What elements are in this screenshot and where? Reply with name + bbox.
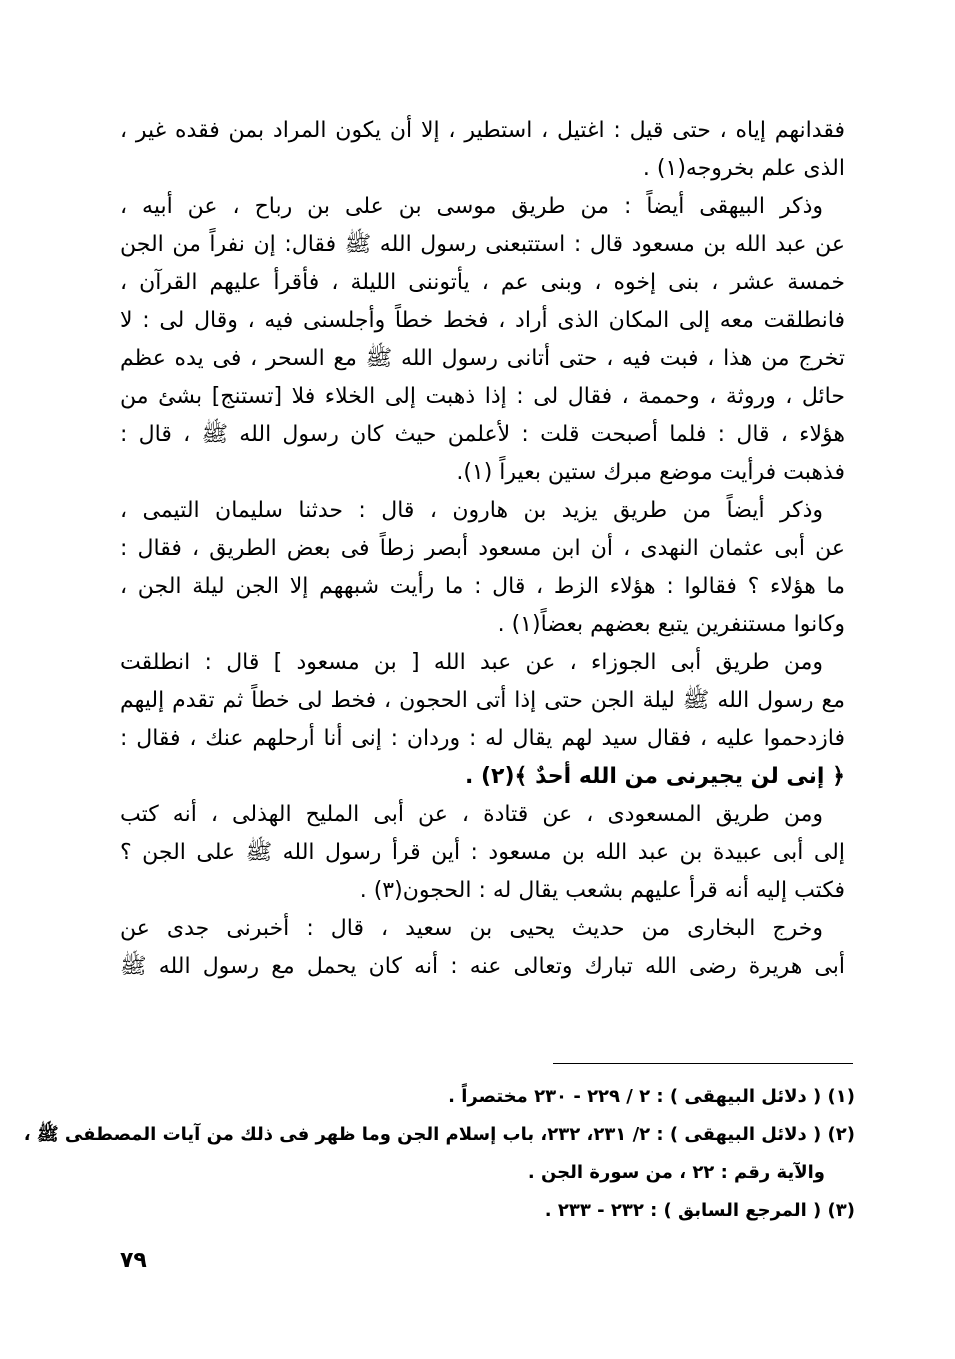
text-line: حائل ، وروثة ، وحممة ، فقال لى : إذا ذهبت إلى الخلاء فلا [تستنج] بشئ من [120, 384, 845, 409]
text-line: خمسة عشر ، بنى إخوه ، وبنى عم ، يأتوننى الليلة ، فأقرأ عليهم القرآن ، [120, 270, 845, 295]
text-line: عن أبى عثمان النهدى ، أن ابن مسعود أبصر زطاً فى بعض الطريق ، فقال : [120, 536, 845, 561]
text-line: وكانوا مستنفرين يتبع بعضهم بعضاً(١) . [497, 612, 845, 637]
text-line: فازدحموا عليه ، فقال سيد لهم يقال له : وردان : إنى أنا أرحلهم عنك ، فقال : [120, 726, 845, 751]
text-line: ومن طريق أبى الجوزاء ، عن عبد الله [ بن مسعود ] قال : انطلقت [120, 650, 823, 675]
text-line: ومن طريق المسعودى ، عن قتادة ، عن أبى المليح الهذلى ، أنه كتب [120, 802, 823, 827]
page-number: ٧٩ [120, 1248, 147, 1273]
text-line: هؤلاء ، قال : فلما أصبحت قلت : لأعلمن حيث كان رسول الله ﷺ ، قال : [120, 422, 845, 447]
text-line: تخرج من هذا ، فبت فيه ، حتى أتانى رسول الله ﷺ مع السحر ، فى يده عظم [120, 346, 845, 371]
text-line: وخرج البخارى من حديث يحيى بن سعيد ، قال : أخبرنى جدى عن [120, 916, 823, 941]
text-line: مع رسول الله ﷺ ليلة الجن حتى إذا أتى الحجون ، فخط لى خطاً ثم تقدم إليهم [120, 688, 845, 713]
footnote: (٣) ( المرجع السابق ) : ٢٣٢ - ٢٣٣ . [544, 1200, 855, 1221]
text-line: عن عبد الله بن مسعود قال : استتبعنى رسول الله ﷺ فقال: إن نفراً من الجن [120, 232, 845, 257]
main-text [120, 112, 845, 986]
text-line: إلى أبى عبيدة بن عبد الله بن مسعود : أين قرأ رسول الله ﷺ على الجن ؟ [120, 840, 845, 865]
footnotes [23, 1078, 855, 1230]
text-line: فقدانهم إياه ، حتى قيل : اغتيل ، استطير ، إلا أن يكون المراد بمن فقده غير ، [120, 118, 845, 143]
footnote: (٢) ( دلائل البيهقى ) : ٢/ ٢٣١، ٢٣٢، باب إسلام الجن وما ظهر فى ذلك من آيات المصطفى ﷺ ، [23, 1124, 855, 1145]
text-line: ما هؤلاء ؟ فقالوا : هؤلاء الزط ، قال : ما رأيت شبههم إلا الجن ليلة الجن ، [120, 574, 845, 599]
quran-verse: ﴿ إنى لن يجيرنى من الله أحدٌ ﴾(٢) . [464, 764, 845, 789]
text-line: أبى هريرة رضى الله تبارك وتعالى عنه : أنه كان يحمل مع رسول الله ﷺ [120, 954, 845, 979]
footnote-continuation: والآية رقم : ٢٢ ، من سورة الجن . [527, 1162, 825, 1183]
text-line: وذكر البيهقى أيضاً : من طريق موسى بن على بن رباح ، عن أبيه ، [120, 194, 823, 219]
footnote: (١) ( دلائل البيهقى ) : ٢ / ٢٢٩ - ٢٣٠ مختصراً . [448, 1086, 855, 1107]
text-line: فانطلقت معه إلى المكان الذى أراد ، فخط خطاً وأجلسنى فيه ، وقال لى : لا [120, 308, 845, 333]
text-line: فكتب إليه أنه قرأ عليهم بشعب يقال له : الحجون(٣) . [359, 878, 845, 903]
text-line: وذكر أيضاً من طريق يزيد بن هارون ، قال : حدثنا سليمان التيمى ، [120, 498, 823, 523]
text-line: فذهبت فرأيت موضع مبرك ستين بعيراً (١). [456, 460, 845, 485]
text-line: الذى علم بخروجه(١) . [642, 156, 845, 181]
footnote-divider [553, 1063, 853, 1064]
